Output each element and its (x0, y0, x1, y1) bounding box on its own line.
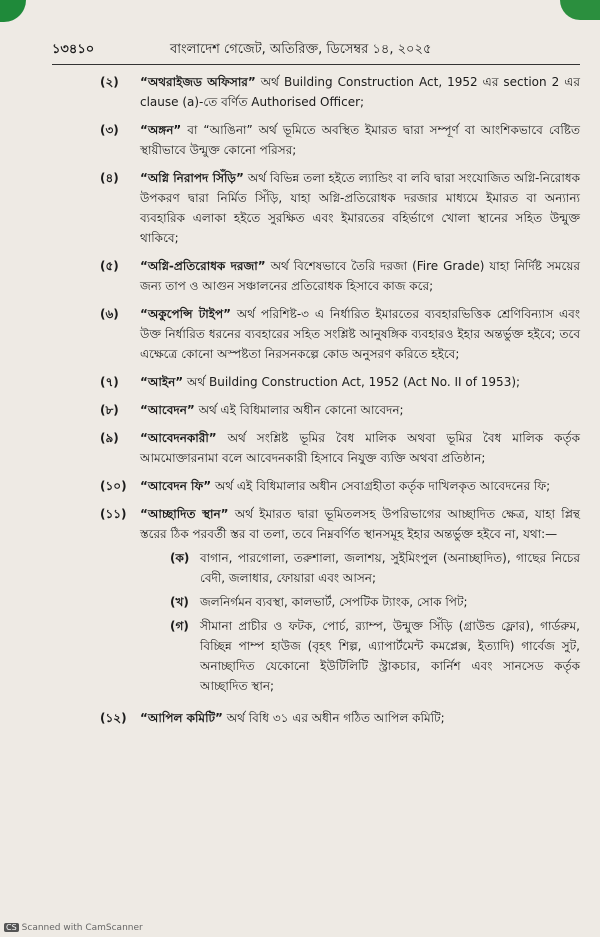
definition-text: অর্থ ইমারত দ্বারা ভূমিতলসহ উপরিভাগের আচ্ছাদিত ক্ষেত্র, যাহা প্লিন্থ স্তরের ঠিক পরবর্তী স্তর বা তলা, তবে নিম্নবর্ণিত স্থানসমূহ ইহার অন্তর্ভুক্ত হইবে না, যথা:— (140, 507, 580, 541)
sub-item (170, 548, 580, 588)
defined-term: “আইন” (140, 375, 184, 389)
definition-text: অর্থ Building Construction Act, 1952 এর section 2 এর clause (a)-তে বর্ণিত Authorised Officer; (140, 75, 580, 109)
item-number: (৩) (100, 123, 119, 137)
sub-item-number: (গ) (170, 619, 189, 633)
item-number: (৫) (100, 259, 119, 273)
item-number: (৬) (100, 307, 119, 321)
defined-term: “অগ্নি-প্রতিরোধক দরজা” (140, 259, 266, 273)
header-rule (52, 64, 580, 65)
defined-term: “আচ্ছাদিত স্থান” (140, 507, 229, 521)
defined-term: “আবেদন” (140, 403, 195, 417)
sub-item-text: সীমানা প্রাচীর ও ফটক, পোর্চ, র‍্যাম্প, উন্মুক্ত সিঁড়ি (গ্রাউন্ড ফ্লোর), গার্ডরুম, বিচ্ছিন্ন পাম্প হাউজ (বৃহৎ শিল্প, এ্যাপার্টমেন্ট কমপ্লেক্স, ইত্যাদি) গার্বেজ সুট, অনাচ্ছাদিত যেকোনো ইউটিলিটি স্ট্রাকচার, কার্নিশ এবং সানসেড কর্তৃক আচ্ছাদিত স্থান; (200, 619, 580, 693)
definition-item (100, 72, 580, 112)
camscanner-logo: CS (6, 923, 17, 932)
item-number: (১০) (100, 479, 127, 493)
definition-item (100, 476, 580, 496)
definition-text: অর্থ পরিশিষ্ট-৩ এ নির্ধারিত ইমারতের ব্যবহারভিত্তিক শ্রেণিবিন্যাস এবং উক্ত নির্ধারিত ধরনের ব্যবহারের সহিত সংশ্লিষ্ট আনুষঙ্গিক ব্যবহারও ইহার অন্তর্ভুক্ত হইবে; তবে এক্ষেত্রে কোনো অস্পষ্টতা নিরসনকল্পে কোড অনুসরণ করিতে হইবে; (140, 307, 580, 361)
definition-item (100, 428, 580, 468)
sub-item-number: (খ) (170, 595, 189, 609)
item-number: (২) (100, 75, 119, 89)
definition-text: অর্থ এই বিধিমালার অধীন কোনো আবেদন; (194, 403, 404, 417)
item-number: (১১) (100, 507, 127, 521)
scanner-text: Scanned with CamScanner (21, 923, 143, 933)
definition-item (100, 168, 580, 248)
definition-text: অর্থ Building Construction Act, 1952 (Act No. II of 1953); (183, 375, 521, 389)
definitions-list (100, 72, 580, 736)
definition-item (100, 304, 580, 364)
item-number: (১২) (100, 711, 127, 725)
definition-text: অর্থ বিশেষভাবে তৈরি দরজা (Fire Grade) যাহা নির্দিষ্ট সময়ের জন্য তাপ ও আগুন সঞ্চালনের প্রতিরোধক হিসাবে কাজ করে; (140, 259, 580, 293)
gazette-title: বাংলাদেশ গেজেট, অতিরিক্ত, ডিসেম্বর ১৪, ২০২৫ (170, 42, 432, 57)
sub-item-text: জলনির্গমন ব্যবস্থা, কালভার্ট, সেপটিক ট্যাংক, সোক পিট; (200, 595, 468, 609)
defined-term: “আপিল কমিটি” (140, 711, 223, 725)
definition-text: বা “আঙিনা” অর্থ ভূমিতে অবস্থিত ইমারত দ্বারা সম্পূর্ণ বা আংশিকভাবে বেষ্টিত স্থায়ীভাবে উন্মুক্ত কোনো পরিসর; (140, 123, 580, 157)
definition-item (100, 372, 580, 392)
defined-term: “অগ্নি নিরাপদ সিঁড়ি” (140, 171, 244, 185)
sub-item (170, 616, 580, 696)
definition-text: অর্থ এই বিধিমালার অধীন সেবাগ্রহীতা কর্তৃক দাখিলকৃত আবেদনের ফি; (211, 479, 551, 493)
item-number: (৮) (100, 403, 119, 417)
page-number: ১৩৪১০ (52, 42, 95, 57)
page-header (52, 40, 574, 62)
item-number: (৭) (100, 375, 119, 389)
definition-text: অর্থ সংশ্লিষ্ট ভূমির বৈধ মালিক অথবা ভূমির বৈধ মালিক কর্তৃক আমমোক্তারনামা বলে আবেদনকারী হিসাবে নিযুক্ত ব্যক্তি অথবা প্রতিষ্ঠান; (140, 431, 580, 465)
defined-term: “অঙ্গন” (140, 123, 182, 137)
defined-term: “আবেদনকারী” (140, 431, 217, 445)
definition-item (100, 708, 580, 728)
definition-item (100, 504, 580, 700)
definition-text: অর্থ বিধি ৩১ এর অধীন গঠিত আপিল কমিটি; (222, 711, 445, 725)
definition-item (100, 256, 580, 296)
sub-item-number: (ক) (170, 551, 190, 565)
defined-term: “আবেদন ফি” (140, 479, 212, 493)
item-number: (৯) (100, 431, 119, 445)
defined-term: “অকুপেন্সি টাইপ” (140, 307, 232, 321)
definition-item (100, 400, 580, 420)
sub-item (170, 592, 580, 612)
defined-term: “অথরাইজড অফিসার” (140, 75, 256, 89)
definition-item (100, 120, 580, 160)
scanner-watermark (4, 923, 143, 933)
sub-item-text: বাগান, পারগোলা, তরুশালা, জলাশয়, সুইমিংপুল (অনাচ্ছাদিত), গাছের নিচের বেদী, জলাধার, ফোয়ারা এবং আসন; (200, 551, 580, 585)
item-number: (৪) (100, 171, 119, 185)
corner-leaf-left (0, 0, 26, 22)
corner-leaf-right (560, 0, 600, 20)
definition-text: অর্থ বিভিন্ন তলা হইতে ল্যান্ডিং বা লবি দ্বারা সংযোজিত অগ্নি-নিরোধক উপকরণ দ্বারা নির্মিত সিঁড়ি, যাহা অগ্নি-প্রতিরোধক দরজার মাধ্যমে ইমারত বা অন্যান্য ব্যবহারিক এলাকা হইতে সুরক্ষিত এবং ইমারতের বহির্ভাগে খোলা স্থানের সহিত উন্মুক্ত থাকিবে; (140, 171, 580, 245)
